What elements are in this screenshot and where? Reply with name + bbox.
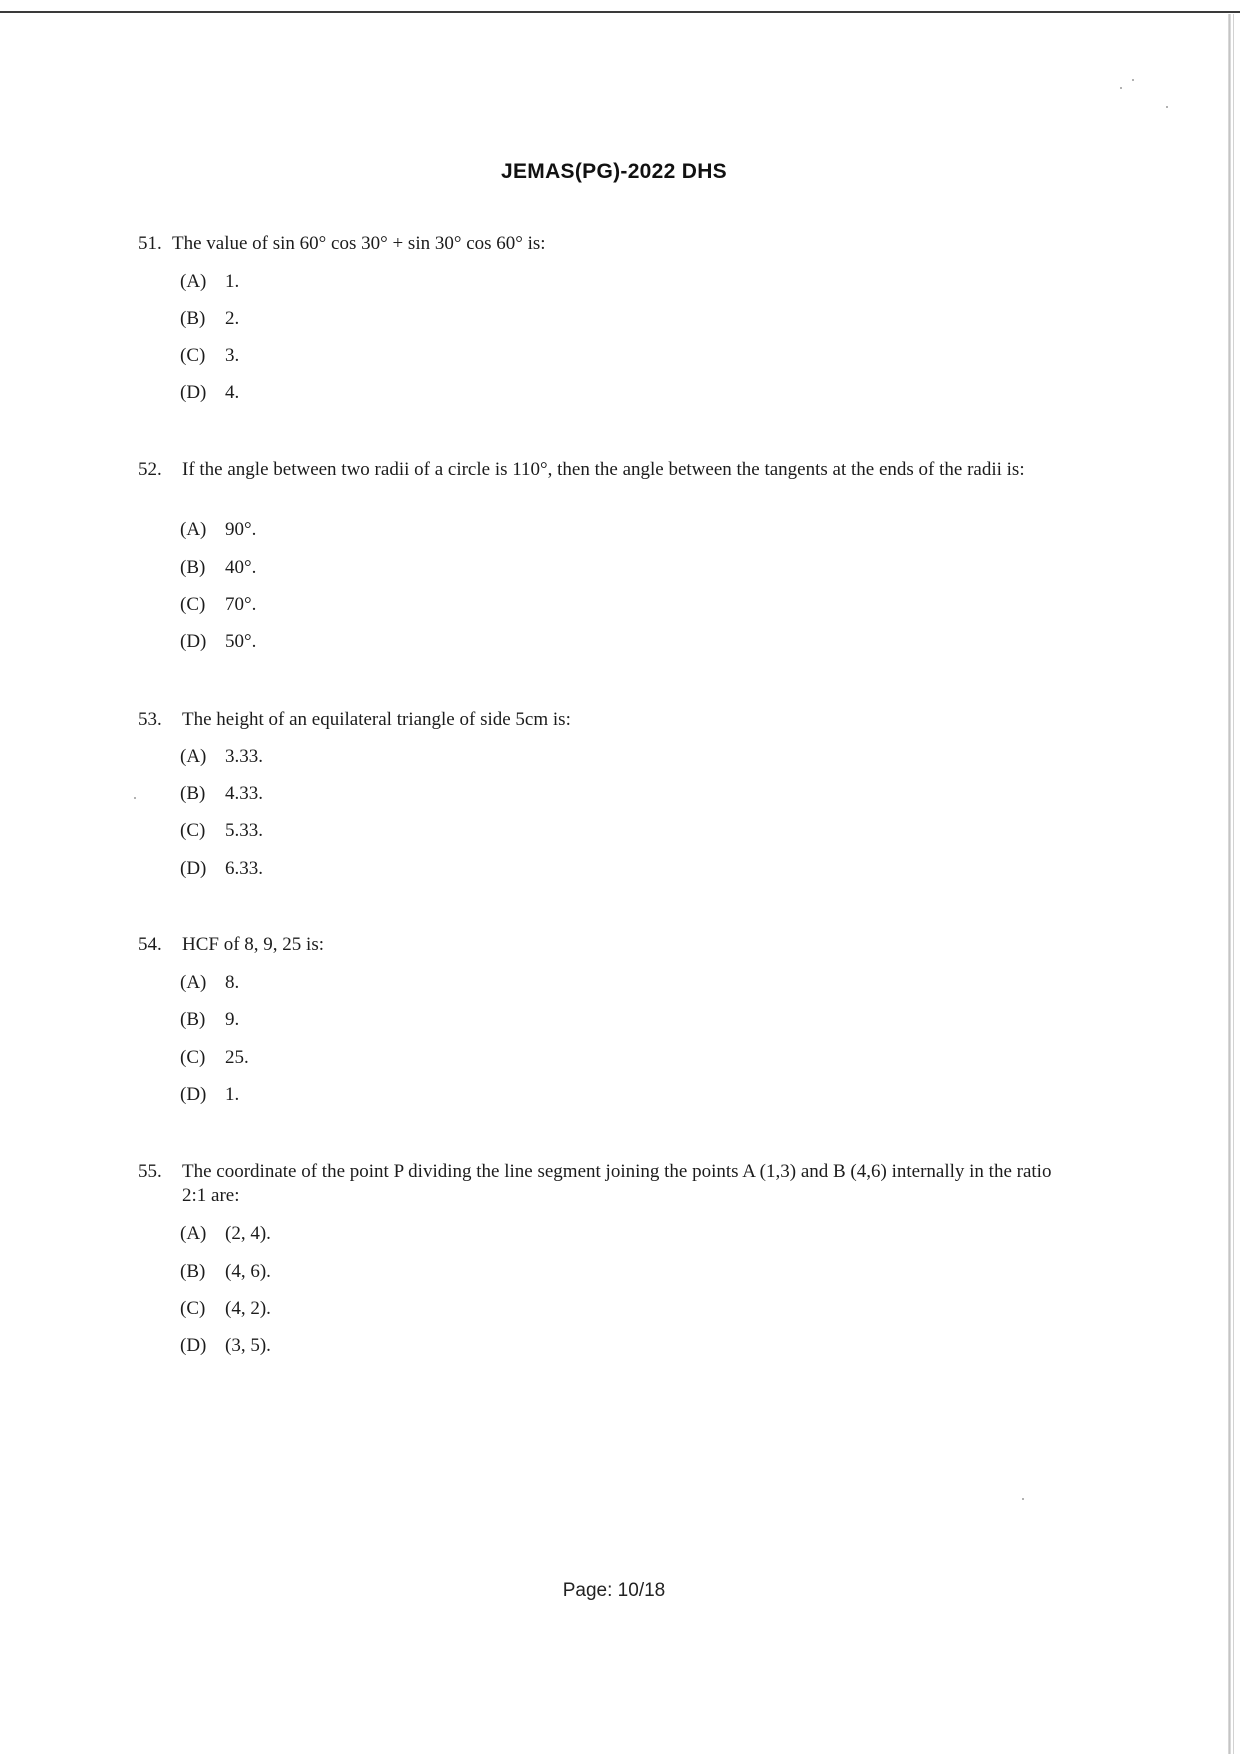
option-letter: (C) bbox=[180, 594, 206, 615]
option-c bbox=[180, 1297, 271, 1321]
option-letter: (D) bbox=[180, 631, 207, 652]
option-b bbox=[180, 1008, 239, 1032]
option-b bbox=[180, 782, 263, 806]
option-letter: (B) bbox=[180, 557, 206, 578]
option-letter: (B) bbox=[180, 1261, 206, 1282]
scan-speck bbox=[1166, 106, 1168, 108]
option-letter: (A) bbox=[180, 746, 207, 767]
option-d bbox=[180, 1334, 271, 1358]
option-c bbox=[180, 819, 263, 843]
option-text: 90°. bbox=[225, 519, 257, 540]
option-b bbox=[180, 556, 256, 580]
option-text: 25. bbox=[225, 1047, 249, 1068]
option-letter: (A) bbox=[180, 519, 207, 540]
option-a bbox=[180, 270, 239, 294]
option-text: 5.33. bbox=[225, 820, 263, 841]
question-text: The coordinate of the point P dividing the line segment joining the points A (1,3) and B (4,6) internally in the ratio 2:1 are: bbox=[182, 1161, 1052, 1206]
question-text: The height of an equilateral triangle of side 5cm is: bbox=[182, 709, 571, 730]
scan-speck bbox=[1022, 1498, 1024, 1500]
scan-edge bbox=[1228, 14, 1231, 1754]
scan-edge-line bbox=[1233, 14, 1234, 1754]
scan-speck bbox=[134, 797, 136, 799]
option-text: (2, 4). bbox=[225, 1223, 271, 1244]
option-letter: (B) bbox=[180, 783, 206, 804]
scan-speck bbox=[1132, 79, 1134, 81]
option-letter: (A) bbox=[180, 1223, 207, 1244]
option-d bbox=[180, 630, 256, 654]
option-a bbox=[180, 971, 239, 995]
option-d bbox=[180, 1083, 239, 1107]
question-number: 55. bbox=[138, 1161, 162, 1182]
option-b bbox=[180, 1260, 271, 1284]
option-a bbox=[180, 745, 263, 769]
option-text: 50°. bbox=[225, 631, 257, 652]
option-a bbox=[180, 518, 256, 542]
option-text: 9. bbox=[225, 1009, 240, 1030]
option-text: 4.33. bbox=[225, 783, 263, 804]
question-text: The value of sin 60° cos 30° + sin 30° cos 60° is: bbox=[172, 233, 546, 254]
option-letter: (B) bbox=[180, 1009, 206, 1030]
option-text: 1. bbox=[225, 271, 240, 292]
option-c bbox=[180, 1046, 249, 1070]
option-text: 3. bbox=[225, 345, 240, 366]
option-text: (3, 5). bbox=[225, 1335, 271, 1356]
option-letter: (D) bbox=[180, 1335, 207, 1356]
question-number: 53. bbox=[138, 709, 162, 730]
page-number: Page: 10/18 bbox=[562, 1580, 666, 1601]
option-b bbox=[180, 307, 239, 331]
page-header: JEMAS(PG)-2022 DHS bbox=[501, 160, 727, 183]
option-text: 2. bbox=[225, 308, 240, 329]
option-text: (4, 6). bbox=[225, 1261, 271, 1282]
option-letter: (C) bbox=[180, 820, 206, 841]
option-d bbox=[180, 857, 263, 881]
option-text: (4, 2). bbox=[225, 1298, 271, 1319]
option-c bbox=[180, 593, 256, 617]
option-letter: (C) bbox=[180, 1047, 206, 1068]
option-text: 4. bbox=[225, 382, 240, 403]
scan-speck bbox=[1120, 87, 1122, 89]
option-letter: (D) bbox=[180, 1084, 207, 1105]
option-text: 70°. bbox=[225, 594, 257, 615]
question-number: 54. bbox=[138, 934, 162, 955]
option-c bbox=[180, 344, 239, 368]
question-text: If the angle between two radii of a circle is 110°, then the angle between the tangents at the ends of the radii is: bbox=[182, 459, 1025, 480]
option-d bbox=[180, 381, 239, 405]
option-letter: (C) bbox=[180, 345, 206, 366]
option-text: 3.33. bbox=[225, 746, 263, 767]
question-number: 52. bbox=[138, 459, 162, 480]
option-text: 40°. bbox=[225, 557, 257, 578]
option-text: 1. bbox=[225, 1084, 240, 1105]
option-letter: (A) bbox=[180, 972, 207, 993]
option-letter: (D) bbox=[180, 858, 207, 879]
option-letter: (C) bbox=[180, 1298, 206, 1319]
option-text: 8. bbox=[225, 972, 240, 993]
option-text: 6.33. bbox=[225, 858, 263, 879]
option-a bbox=[180, 1222, 271, 1246]
option-letter: (D) bbox=[180, 382, 207, 403]
top-rule bbox=[0, 11, 1240, 13]
option-letter: (A) bbox=[180, 271, 207, 292]
option-letter: (B) bbox=[180, 308, 206, 329]
question-number: 51. bbox=[138, 233, 162, 254]
question-text: HCF of 8, 9, 25 is: bbox=[182, 934, 324, 955]
